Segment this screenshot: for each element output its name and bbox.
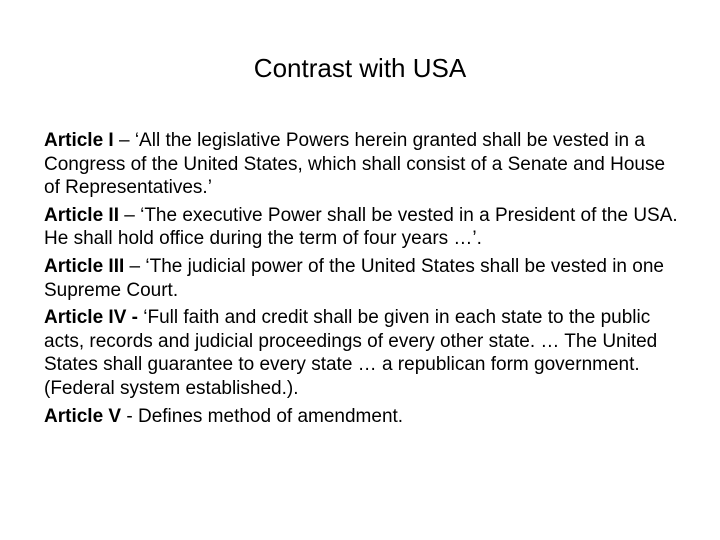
article-separator: – bbox=[124, 255, 146, 277]
article-text: ‘All the legislative Powers herein granted shall be vested in a Congress of the United States, which shall consist of a Senate and House of Representatives.’ bbox=[44, 130, 666, 199]
article-paragraph bbox=[44, 306, 684, 400]
article-label: Article V bbox=[44, 405, 122, 427]
article-paragraph bbox=[44, 255, 684, 302]
article-text: Defines method of amendment. bbox=[137, 405, 404, 427]
article-separator: - bbox=[121, 405, 138, 427]
slide-body bbox=[44, 129, 684, 432]
article-label: Article IV - bbox=[44, 307, 138, 329]
article-paragraph bbox=[44, 129, 684, 200]
article-text: ‘The executive Power shall be vested in a President of the USA. He shall hold office during the term of four years …’. bbox=[44, 204, 678, 250]
article-label: Article II bbox=[44, 204, 119, 226]
article-text: ‘The judicial power of the United States shall be vested in one Supreme Court. bbox=[44, 255, 664, 301]
article-separator: – bbox=[118, 204, 141, 226]
article-paragraph bbox=[44, 204, 684, 251]
article-separator: – bbox=[113, 130, 135, 151]
article-text: ‘Full faith and credit shall be given in each state to the public acts, records and judicial proceedings of every other state. … The United States shall guarantee to every state … a republican form government. (Federal system established.). bbox=[44, 307, 658, 399]
article-label: Article III bbox=[44, 255, 125, 277]
slide-title: Contrast with USA bbox=[253, 53, 467, 83]
article-paragraph bbox=[44, 405, 684, 429]
article-label: Article I bbox=[44, 130, 114, 151]
